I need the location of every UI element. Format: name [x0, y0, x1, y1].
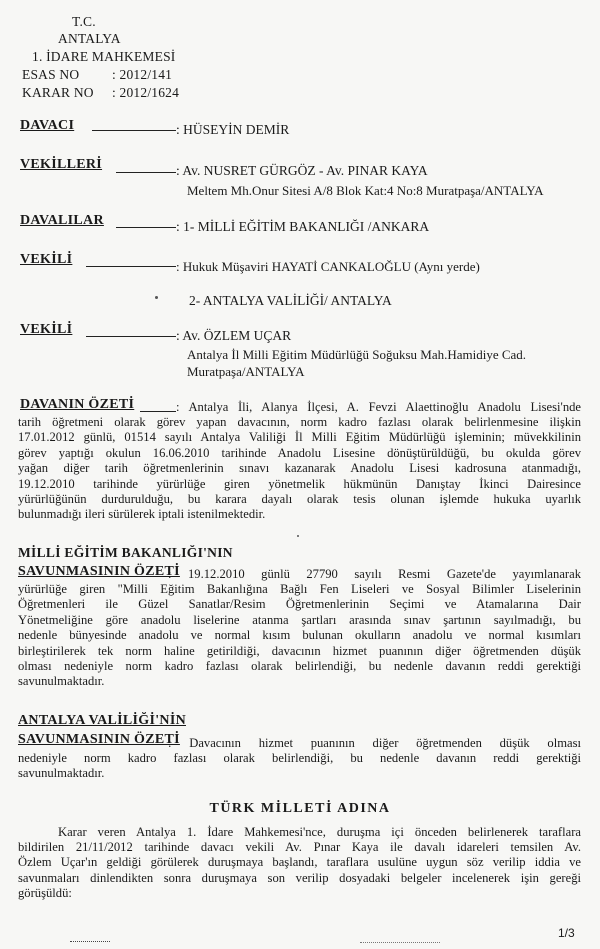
karar-label: KARAR NO	[22, 85, 94, 100]
scan-mark	[70, 941, 110, 942]
karar-value: : 2012/1624	[112, 85, 180, 100]
vekili2-value: : Av. ÖZLEM UÇAR	[176, 328, 292, 343]
text-line: 17.01.2012 günlü, 01514 sayılı Antalya Valiliği İl Milli Eğitim Müdürlüğü işleminin; müvekkilinin	[18, 430, 581, 445]
decision-body	[18, 840, 581, 902]
text-line: Özlem Uçar'ın geldiği görülerek duruşmaya başlandı, taraflara usulüne uygun söz verilip iddia ve	[18, 855, 581, 870]
text-line: : Davacının hizmet puanının diğer öğretmenden düşük olması	[168, 736, 581, 750]
esas-label: ESAS NO	[22, 67, 80, 82]
vekili1-value: : Hukuk Müşaviri HAYATİ CANKALOĞLU (Aynı yerde)	[176, 259, 480, 274]
text-line: yağan diğer tarih öğretmenlerinin sınavı kazanarak Anadolu Lisesi kadrosuna atanmadığı,	[18, 461, 581, 476]
text-line: savunmaları dinlendikten sonra duruşmaya son verilip dosyadaki belgeler incelenerek işin gereği	[18, 870, 581, 885]
text-line: Yönetmeliğine göre anadolu liselerine atanma şartları arasında sınav şartının sayılmadığı, bu	[18, 612, 581, 627]
text-line: savunulmaktadır.	[18, 766, 105, 781]
valilik-savunma-title: ANTALYA VALİLİĞİ'NİN	[18, 713, 186, 728]
esas-value: : 2012/141	[112, 67, 173, 82]
text-line: olması nedeniyle norm kadro fazlası olarak belirlendiği, bu nedenle davanın reddi gerektiği	[18, 659, 581, 674]
text-line: bulunmadığı ileri sürülerek iptali istenilmektedir.	[18, 507, 266, 522]
davalilar-dotted-line	[116, 227, 176, 228]
text-line: Karar veren Antalya 1. İdare Mahkemesi'nce, duruşma içi önceden belirlenerek taraflara	[58, 825, 581, 839]
vekili1-dotted-line	[86, 266, 176, 267]
davaci-label: DAVACI	[20, 118, 75, 133]
header-tc: T.C.	[72, 14, 96, 29]
davanin-ozeti-dotted-line	[140, 411, 176, 412]
text-line: Öğretmenleri ile Güzel Sanatlar/Resim Öğretmenlerinin Seçimi ve Atamalarına Dair	[18, 597, 581, 612]
decision-title: TÜRK MİLLETİ ADINA	[209, 801, 391, 816]
vekili2-address-2: Muratpaşa/ANTALYA	[187, 364, 305, 379]
text-line: nedeniyle norm kadro fazlası olarak belirlendiği, bu nedenle davanın reddi gerektiği	[18, 751, 581, 765]
text-line: savunulmaktadır.	[18, 674, 105, 689]
header-city: ANTALYA	[58, 31, 121, 46]
davalilar-value: : 1- MİLLİ EĞİTİM BAKANLIĞI /ANKARA	[176, 219, 430, 234]
vekili2-dotted-line	[86, 336, 176, 337]
valilik-savunma-label: SAVUNMASININ ÖZETİ	[18, 732, 180, 747]
davanin-ozeti-label: DAVANIN ÖZETİ	[20, 397, 135, 412]
vekili2-address-1: Antalya İl Milli Eğitim Müdürlüğü Soğuksu Mah.Hamidiye Cad.	[187, 347, 527, 362]
text-line: yürürlüğünün durdurulduğu, bu karara dayalı olarak tesis olunan işlemde hukuka uyarlık	[18, 492, 581, 507]
meb-savunma-body	[18, 582, 581, 690]
decision-first-line	[58, 825, 581, 840]
text-line: birleştirilerek tek norm haline getirildiği, davacının hizmet puanının diğer öğretmenden düşük	[18, 643, 581, 658]
text-line: görüşüldü:	[18, 886, 72, 901]
valilik-savunma-first-line	[168, 736, 581, 751]
vekili1-label: VEKİLİ	[20, 252, 73, 267]
scan-speck	[155, 296, 158, 299]
text-line: görev yaptığı okulun 16.06.2010 tarihinde Anadolu Lisesine dönüştürüldüğü, bu okulda görev	[18, 445, 581, 460]
scan-speck	[297, 535, 299, 537]
text-line: yürürlüğe giren "Milli Eğitim Bakanlığına Bağlı Fen Liseleri ve Sosyal Bilimler Liselerinin	[18, 582, 581, 596]
vekilleri-dotted-line	[116, 172, 176, 173]
text-line: 19.12.2010 tarihinde yürürlüğe giren yönetmelik hükmünün Danıştay İkinci Dairesince	[18, 476, 581, 491]
text-line: nedenle bünyesinde anadolu ve normal kısım bulunan okulların anadolu ve normal kısımları	[18, 628, 581, 643]
text-line: : Antalya İli, Alanya İlçesi, A. Fevzi Alaettinoğlu Anadolu Lisesi'nde	[176, 400, 581, 414]
text-line: bildirilen 21/11/2012 tarihinde davacı vekili Av. Pınar Kaya ile davalı idareleri temsilen Av.	[18, 840, 581, 854]
vekilleri-address: Meltem Mh.Onur Sitesi A/8 Blok Kat:4 No:8 Muratpaşa/ANTALYA	[187, 183, 544, 198]
vekili2-label: VEKİLİ	[20, 322, 73, 337]
davaci-dotted-line	[92, 130, 176, 131]
davali2: 2- ANTALYA VALİLİĞİ/ ANTALYA	[189, 293, 392, 308]
davalilar-label: DAVALILAR	[20, 213, 104, 228]
text-line: tarih öğretmeni olarak görev yapan davacının, norm kadro fazlası olarak belirlenmesine ilişkin	[18, 415, 581, 429]
vekilleri-value: : Av. NUSRET GÜRGÖZ - Av. PINAR KAYA	[176, 163, 428, 178]
davaci-value: : HÜSEYİN DEMİR	[176, 122, 290, 137]
meb-savunma-first-line	[168, 567, 581, 582]
header-court: 1. İDARE MAHKEMESİ	[32, 49, 176, 64]
meb-savunma-title: MİLLİ EĞİTİM BAKANLIĞI'NIN	[18, 545, 233, 560]
davanin-ozeti-body	[18, 415, 581, 523]
scan-mark	[360, 942, 440, 943]
text-line: : 19.12.2010 günlü 27790 sayılı Resmi Gazete'de yayımlanarak	[168, 567, 581, 581]
vekilleri-label: VEKİLLERİ	[20, 157, 103, 172]
meb-savunma-label: SAVUNMASININ ÖZETİ	[18, 564, 180, 579]
valilik-savunma-body	[18, 751, 581, 782]
page-number: 1/3	[558, 926, 575, 940]
davanin-ozeti-first-line	[176, 400, 581, 415]
